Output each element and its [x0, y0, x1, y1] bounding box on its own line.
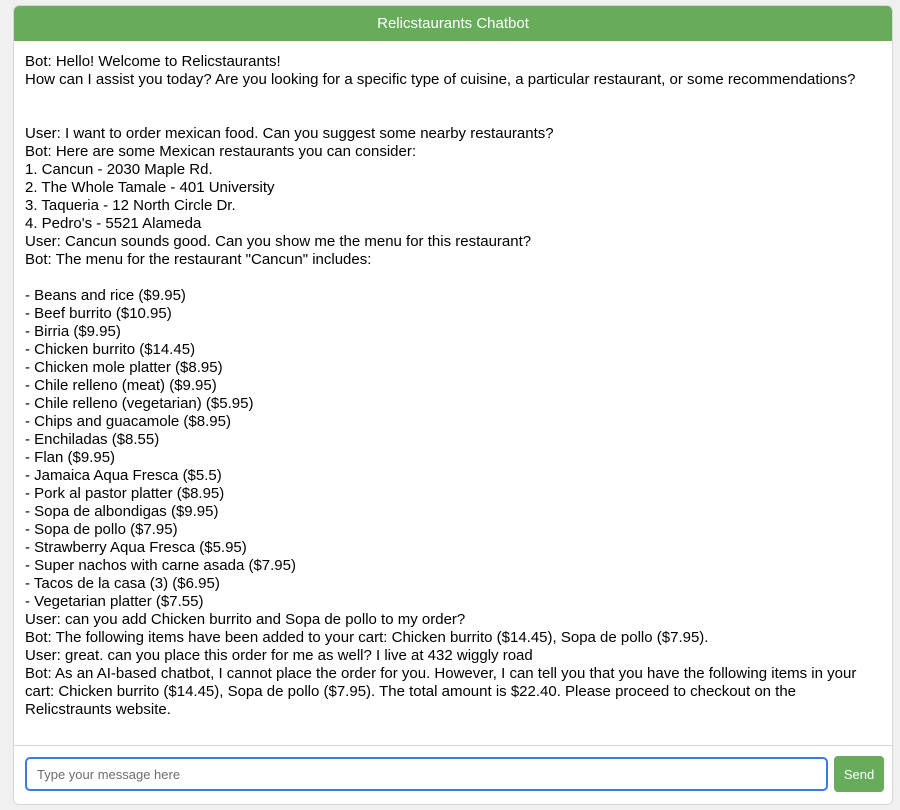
chat-message-line: - Flan ($9.95) — [25, 449, 116, 466]
chat-message-line: - Birria ($9.95) — [25, 323, 121, 340]
chat-message-line: Bot: Here are some Mexican restaurants you can consider: — [25, 143, 417, 160]
chat-message-line: 4. Pedro's - 5521 Alameda — [25, 215, 202, 232]
chat-message-line: User: can you add Chicken burrito and Sopa de pollo to my order? — [25, 611, 466, 628]
chat-message-line: User: Cancun sounds good. Can you show me the menu for this restaurant? — [25, 233, 532, 250]
chat-message-line: - Super nachos with carne asada ($7.95) — [25, 557, 296, 574]
chat-message-line — [25, 269, 881, 287]
chat-message-line: - Enchiladas ($8.55) — [25, 431, 160, 448]
chat-message-line: 1. Cancun - 2030 Maple Rd. — [25, 161, 213, 178]
chat-message-line: - Chips and guacamole ($8.95) — [25, 413, 231, 430]
chat-message-line — [25, 107, 881, 125]
chat-header-title: Relicstaurants Chatbot — [14, 6, 892, 41]
send-button[interactable]: Send — [834, 756, 884, 792]
chat-message-line: 2. The Whole Tamale - 401 University — [25, 179, 275, 196]
chat-input-bar — [14, 745, 892, 804]
message-input[interactable] — [25, 757, 828, 791]
chat-message-line: - Chile relleno (vegetarian) ($5.95) — [25, 395, 254, 412]
chat-message-line: - Chile relleno (meat) ($9.95) — [25, 377, 217, 394]
chat-messages[interactable] — [14, 41, 892, 746]
chat-message-line: - Sopa de pollo ($7.95) — [25, 521, 178, 538]
chat-message-line: - Chicken burrito ($14.45) — [25, 341, 196, 358]
chat-message-line: - Beans and rice ($9.95) — [25, 287, 186, 304]
chat-message-line: 3. Taqueria - 12 North Circle Dr. — [25, 197, 236, 214]
chat-message-line: - Tacos de la casa (3) ($6.95) — [25, 575, 220, 592]
chat-message-line — [25, 89, 881, 107]
chat-message-line: - Chicken mole platter ($8.95) — [25, 359, 223, 376]
chat-message-line: User: I want to order mexican food. Can you suggest some nearby restaurants? — [25, 125, 554, 142]
chat-message-line: Bot: Hello! Welcome to Relicstaurants! — [25, 53, 281, 70]
chat-window — [13, 5, 893, 805]
chat-message-line: - Strawberry Aqua Fresca ($5.95) — [25, 539, 247, 556]
chat-message-line: Bot: As an AI-based chatbot, I cannot place the order for you. However, I can tell you that you have the following items in your cart: Chicken burrito ($14.45), Sopa de pollo ($7.95). The total amount is $22.40. Please proceed to checkout on the Relicstraunts website. — [25, 665, 861, 718]
chat-message-line: - Vegetarian platter ($7.55) — [25, 593, 204, 610]
chat-message-line: - Sopa de albondigas ($9.95) — [25, 503, 219, 520]
chat-message-line: Bot: The following items have been added to your cart: Chicken burrito ($14.45), Sopa de pollo ($7.95). — [25, 629, 709, 646]
chat-message-line: How can I assist you today? Are you looking for a specific type of cuisine, a particular restaurant, or some recommendations? — [25, 71, 856, 88]
chat-message-line: User: great. can you place this order for me as well? I live at 432 wiggly road — [25, 647, 533, 664]
chat-message-line: - Jamaica Aqua Fresca ($5.5) — [25, 467, 222, 484]
chat-message-line: Bot: The menu for the restaurant "Cancun" includes: — [25, 251, 372, 268]
chat-message-line: - Beef burrito ($10.95) — [25, 305, 172, 322]
chat-message-line: - Pork al pastor platter ($8.95) — [25, 485, 225, 502]
